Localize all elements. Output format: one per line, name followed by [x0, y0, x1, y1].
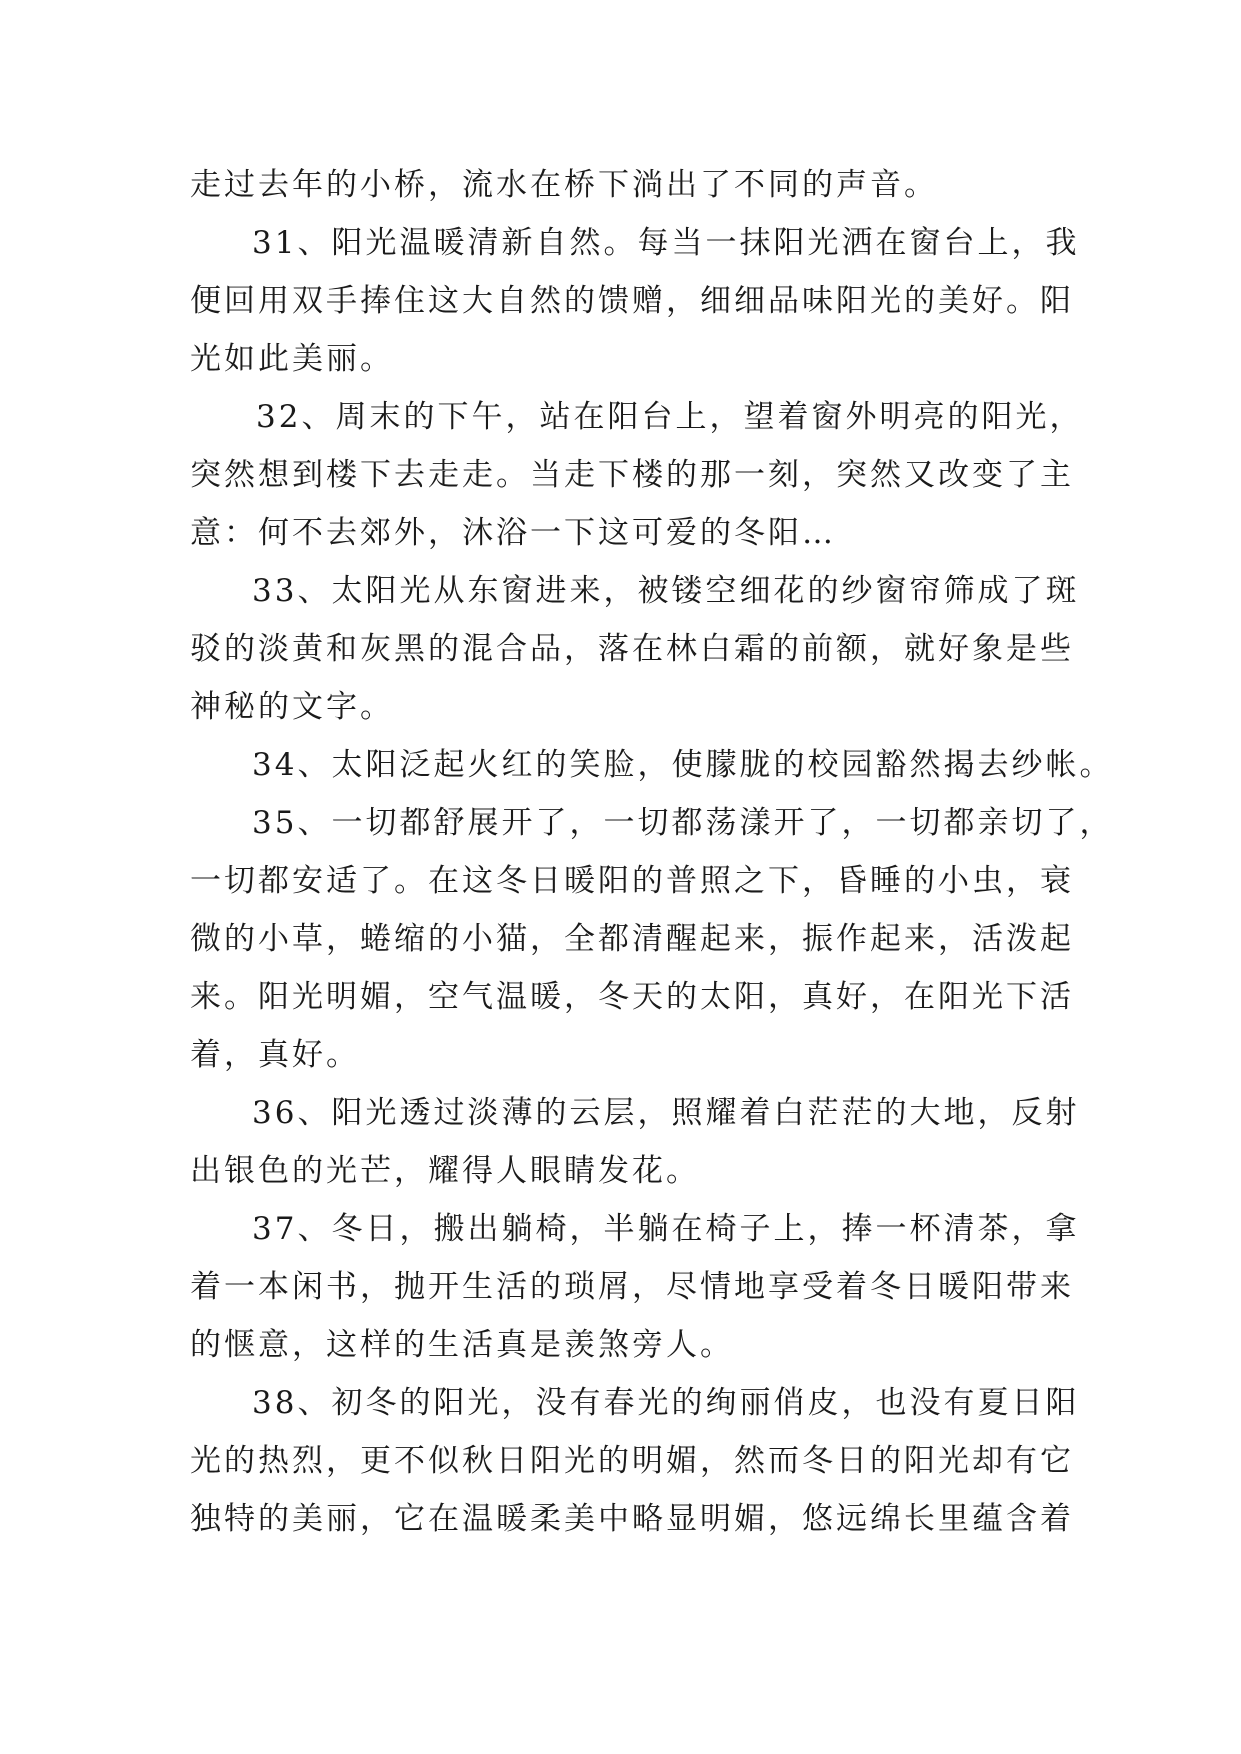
text-line: 突然想到楼下去走走。当走下楼的那一刻，突然又改变了主: [190, 457, 1074, 493]
text-line: 意：何不去郊外，沐浴一下这可爱的冬阳…: [190, 515, 836, 551]
text-line: 35、一切都舒展开了，一切都荡漾开了，一切都亲切了，: [252, 805, 1114, 841]
text-line: 独特的美丽，它在温暖柔美中略显明媚，悠远绵长里蕴含着: [190, 1501, 1074, 1537]
text-line: 走过去年的小桥，流水在桥下淌出了不同的声音。: [190, 167, 938, 203]
text-line: 的惬意，这样的生活真是羡煞旁人。: [190, 1327, 734, 1363]
text-line: 一切都安适了。在这冬日暖阳的普照之下，昏睡的小虫，衰: [190, 863, 1074, 899]
text-line: 着，真好。: [190, 1037, 360, 1073]
document-body: [190, 156, 1114, 1548]
text-line: 38、初冬的阳光，没有春光的绚丽俏皮，也没有夏日阳: [252, 1385, 1080, 1421]
text-line: 来。阳光明媚，空气温暖，冬天的太阳，真好，在阳光下活: [190, 979, 1074, 1015]
text-line: 31、阳光温暖清新自然。每当一抹阳光洒在窗台上，我: [252, 225, 1080, 261]
text-line: 32、周末的下午，站在阳台上，望着窗外明亮的阳光，: [256, 399, 1084, 435]
text-line: 便回用双手捧住这大自然的馈赠，细细品味阳光的美好。阳: [190, 283, 1074, 319]
text-line: 驳的淡黄和灰黑的混合品，落在林白霜的前额，就好象是些: [190, 631, 1074, 667]
text-line: 出银色的光芒，耀得人眼睛发花。: [190, 1153, 700, 1189]
text-line: 着一本闲书，抛开生活的琐屑，尽情地享受着冬日暖阳带来: [190, 1269, 1074, 1305]
text-line: 神秘的文字。: [190, 689, 394, 725]
text-line: 37、冬日，搬出躺椅，半躺在椅子上，捧一杯清茶，拿: [252, 1211, 1080, 1247]
text-line: 33、太阳光从东窗进来，被镂空细花的纱窗帘筛成了斑: [252, 573, 1080, 609]
text-line: 光的热烈，更不似秋日阳光的明媚，然而冬日的阳光却有它: [190, 1443, 1074, 1479]
text-line: 光如此美丽。: [190, 341, 394, 377]
text-line: 微的小草，蜷缩的小猫，全都清醒起来，振作起来，活泼起: [190, 921, 1074, 957]
text-line: 34、太阳泛起火红的笑脸，使朦胧的校园豁然揭去纱帐。: [252, 747, 1114, 783]
text-line: 36、阳光透过淡薄的云层，照耀着白茫茫的大地，反射: [252, 1095, 1080, 1131]
